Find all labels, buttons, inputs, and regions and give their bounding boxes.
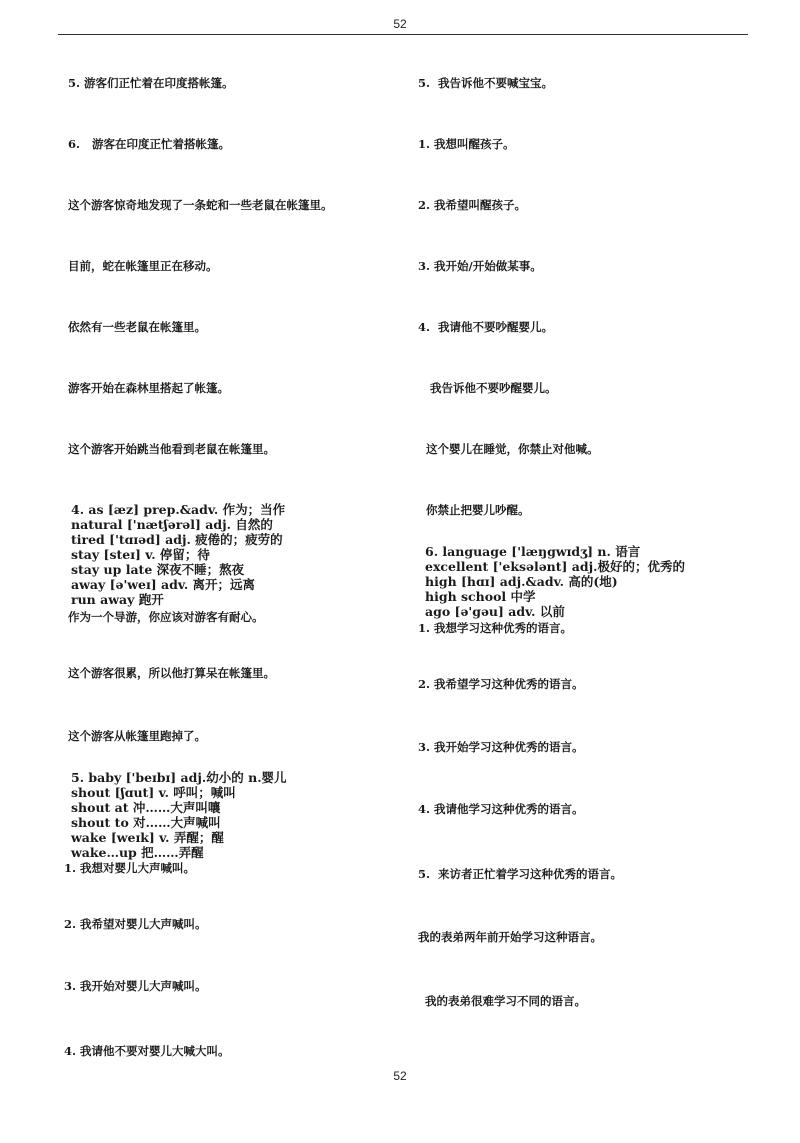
page-number-top: 52 xyxy=(393,17,407,31)
right-sentence: 5. 我告诉他不要喊宝宝。 xyxy=(418,76,554,90)
vocab-block-5 xyxy=(71,770,287,860)
right-sentence: 3. 我开始学习这种优秀的语言。 xyxy=(418,740,584,754)
vocab-entry: 5. baby ['beɪbɪ] adj.幼小的 n.婴儿 xyxy=(71,770,287,785)
vocab-entry: ago [ə'gəu] adv. 以前 xyxy=(425,604,565,619)
right-sentence: 1. 我想学习这种优秀的语言。 xyxy=(418,621,573,635)
left-sentence: 6. 游客在印度正忙着搭帐篷。 xyxy=(68,137,231,151)
vocab-entry: high school 中学 xyxy=(425,589,536,604)
vocab-entry: run away 跑开 xyxy=(71,592,164,607)
left-sentence: 游客开始在森林里搭起了帐篷。 xyxy=(68,381,229,395)
left-sentence: 目前，蛇在帐篷里正在移动。 xyxy=(68,259,218,273)
vocab-entry: 6. language ['læŋgwɪdʒ] n. 语言 xyxy=(425,544,641,559)
header-rule xyxy=(58,34,748,35)
right-sentence: 我告诉他不要吵醒婴儿。 xyxy=(430,381,557,395)
vocab-entry: wake [weɪk] v. 弄醒；醒 xyxy=(71,830,224,845)
page-number-bottom: 52 xyxy=(393,1069,407,1083)
vocab-entry: tired ['tɑɪəd] adj. 疲倦的；疲劳的 xyxy=(71,532,283,547)
right-sentence: 这个婴儿在睡觉，你禁止对他喊。 xyxy=(426,442,599,456)
vocab-entry: stay up late 深夜不睡；熬夜 xyxy=(71,562,245,577)
vocab-entry: shout [ʃɑut] v. 呼叫；喊叫 xyxy=(71,785,236,800)
left-sentence: 2. 我希望对婴儿大声喊叫。 xyxy=(64,917,207,931)
right-sentence: 4. 我请他不要吵醒婴儿。 xyxy=(418,320,554,334)
right-sentence: 1. 我想叫醒孩子。 xyxy=(418,137,515,151)
left-sentence: 5. 游客们正忙着在印度搭帐篷。 xyxy=(68,76,234,90)
vocab-entry: high [hɑɪ] adj.&adv. 高的(地) xyxy=(425,574,618,589)
right-sentence: 2. 我希望学习这种优秀的语言。 xyxy=(418,677,584,691)
left-sentence: 作为一个导游，你应该对游客有耐心。 xyxy=(68,610,264,624)
right-sentence: 我的表弟很难学习不同的语言。 xyxy=(425,994,586,1008)
vocab-entry: stay [steɪ] v. 停留；待 xyxy=(71,547,210,562)
right-sentence: 4. 我请他学习这种优秀的语言。 xyxy=(418,802,584,816)
vocab-entry: 4. as [æz] prep.&adv. 作为；当作 xyxy=(71,502,286,517)
left-sentence: 这个游客从帐篷里跑掉了。 xyxy=(68,729,206,743)
vocab-entry: away [ə'weɪ] adv. 离开；远离 xyxy=(71,577,256,592)
vocab-entry: shout at 冲……大声叫嚷 xyxy=(71,800,221,815)
left-sentence: 这个游客惊奇地发现了一条蛇和一些老鼠在帐篷里。 xyxy=(68,198,333,212)
right-sentence: 3. 我开始/开始做某事。 xyxy=(418,259,542,273)
right-sentence: 我的表弟两年前开始学习这种语言。 xyxy=(418,930,602,944)
vocab-block-4 xyxy=(71,502,285,607)
left-sentence: 4. 我请他不要对婴儿大喊大叫。 xyxy=(64,1044,230,1058)
right-sentence: 5. 来访者正忙着学习这种优秀的语言。 xyxy=(418,867,623,881)
vocab-entry: shout to 对……大声喊叫 xyxy=(71,815,221,830)
left-sentence: 这个游客很累，所以他打算呆在帐篷里。 xyxy=(68,666,275,680)
right-sentence: 2. 我希望叫醒孩子。 xyxy=(418,198,527,212)
right-sentence: 你禁止把婴儿吵醒。 xyxy=(426,503,530,517)
left-sentence: 依然有一些老鼠在帐篷里。 xyxy=(68,320,206,334)
vocab-entry: wake…up 把……弄醒 xyxy=(71,845,204,860)
vocab-block-6 xyxy=(425,544,685,619)
vocab-entry: excellent ['eksələnt] adj.极好的；优秀的 xyxy=(425,559,686,574)
left-sentence: 这个游客开始跳当他看到老鼠在帐篷里。 xyxy=(68,442,275,456)
left-sentence: 1. 我想对婴儿大声喊叫。 xyxy=(64,861,196,875)
vocab-entry: natural ['nætʃərəl] adj. 自然的 xyxy=(71,517,273,532)
left-sentence: 3. 我开始对婴儿大声喊叫。 xyxy=(64,979,207,993)
